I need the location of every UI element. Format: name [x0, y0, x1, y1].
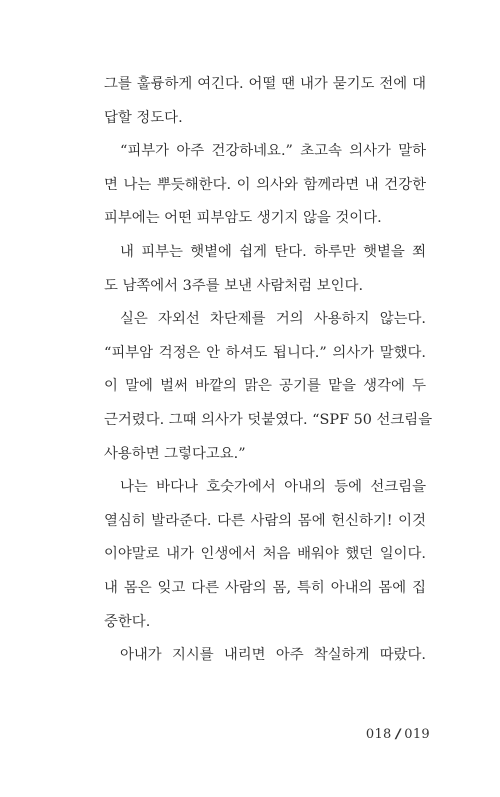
text-line: 이 말에 벌써 바깥의 맑은 공기를 맡을 생각에 두 — [104, 378, 426, 395]
text-line: 도 남쪽에서 3주를 보낸 사람처럼 보인다. — [104, 277, 364, 294]
text-line: “피부암 걱정은 안 하셔도 됩니다.” 의사가 말했다. — [104, 344, 426, 361]
text-line: 아내가 지시를 내리면 아주 착실하게 따랐다. — [120, 647, 426, 664]
text-line: 답할 정도다. — [104, 109, 183, 126]
text-line: “피부가 아주 건강하네요.” 초고속 의사가 말하 — [120, 143, 426, 160]
text-line: 중한다. — [104, 613, 151, 630]
text-line: 실은 자외선 차단제를 거의 사용하지 않는다. — [120, 311, 426, 328]
page-separator: / — [394, 727, 402, 742]
text-line: 열심히 발라준다. 다른 사람의 몸에 헌신하기! 이것 — [104, 512, 426, 529]
body-text — [104, 68, 433, 673]
text-line: 나는 바다나 호숫가에서 아내의 등에 선크림을 — [120, 479, 426, 496]
text-line: 그를 훌륭하게 여긴다. 어떨 땐 내가 묻기도 전에 대 — [104, 76, 426, 92]
text-line: 면 나는 뿌듯해한다. 이 의사와 함께라면 내 건강한 — [104, 176, 426, 193]
left-page-number: 018 — [365, 727, 392, 742]
text-line: 내 몸은 잊고 다른 사람의 몸, 특히 아내의 몸에 집 — [104, 579, 426, 596]
right-page-number: 019 — [404, 727, 430, 742]
page-number — [366, 727, 430, 742]
text-line: 이야말로 내가 인생에서 처음 배워야 했던 일이다. — [104, 546, 426, 563]
text-line: 사용하면 그렇다고요.” — [104, 445, 246, 462]
text-line: 피부에는 어떤 피부암도 생기지 않을 것이다. — [104, 210, 382, 227]
text-line: 근거렸다. 그때 의사가 덧붙였다. “SPF 50 선크림을 — [104, 411, 433, 428]
text-line: 내 피부는 햇볕에 쉽게 탄다. 하루만 햇볕을 쬐 — [120, 243, 426, 260]
